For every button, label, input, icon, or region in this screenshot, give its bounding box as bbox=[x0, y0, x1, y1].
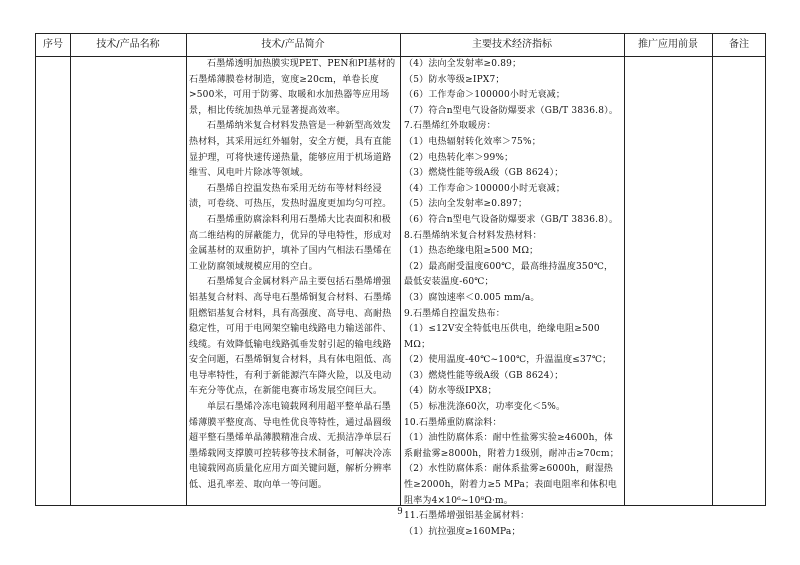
indicator-line: （1）热态绝缘电阻≥500 MΩ； bbox=[404, 246, 539, 257]
indicator-line: 7.石墨烯红外取暖房： bbox=[404, 121, 496, 132]
indicators-column bbox=[404, 57, 621, 537]
intro-paragraph: 石墨烯复合金属材料产品主要包括石墨烯增强铝基复合材料、高导电石墨烯铜复合材料、石墨烯阻燃铝基复合材料，具有高强度、高导电、高耐热稳定性，可用于电网架空输电线路电力输送部件、线缆。有效降低输电线路弧垂发射引起的输电线路安全问题，石墨烯铜复合材料，具有体电阻低、高电导率特性，有利于新能源汽车降火险，以及电动车充分等优点，在新能电赛市场发展空间巨大。 bbox=[189, 277, 392, 397]
intro-paragraph: 石墨烯重防腐涂料利用石墨烯大比表面积和极高二维结构的屏蔽能力，优异的导电特性，形成对金属基材的双重防护，填补了国内气相法石墨烯在工业防腐领域规模应用的空白。 bbox=[189, 214, 392, 272]
indicator-line: （3）燃烧性能等级A级（GB 8624）； bbox=[404, 370, 564, 381]
indicator-line: 9.石墨烯自控温发热布： bbox=[404, 308, 505, 319]
indicator-line: （6）工作寿命＞100000小时无衰减； bbox=[404, 90, 566, 101]
indicator-line: （2）最高耐受温度600℃，最高维持温度350℃，最低安装温度-60℃； bbox=[404, 261, 614, 288]
page-number: 9 bbox=[397, 506, 403, 517]
header-indicators: 主要技术经济指标 bbox=[472, 39, 552, 50]
indicator-line: （5）法向全发射率≥0.897； bbox=[404, 199, 528, 210]
divider bbox=[400, 34, 401, 505]
intro-column bbox=[189, 57, 397, 503]
intro-paragraph: 石墨烯透明加热膜实现PET、PEN和PI基材的石墨烯薄膜卷材制造，宽度≥20cm，单卷长度>500米，可用于防雾、取暖和水加热器等应用场景，相比传统加热单元显著提高效率。 bbox=[189, 59, 396, 116]
indicator-line: （5）标准洗涤60次，功率变化＜5%。 bbox=[404, 402, 566, 413]
indicator-line: （3）腐蚀速率＜0.005 mm/a。 bbox=[404, 292, 540, 303]
intro-paragraph: 石墨烯自控温发热布采用无纺布等材料经浸渍，可卷绕、可热压，发热时温度更加均匀可控。 bbox=[189, 183, 392, 210]
divider bbox=[186, 34, 187, 505]
header-name: 技术/产品名称 bbox=[96, 39, 160, 50]
indicator-line: （6）符合n型电气设备防爆要求（GB/T 3836.8）。 bbox=[404, 214, 619, 225]
divider bbox=[70, 34, 71, 505]
intro-paragraph: 石墨烯纳米复合材料发热管是一种新型高效发热材料，其采用远红外辐射，安全方便，具有直能显护理，可将快速传递热量，能够应用于机场道路维雪、风电叶片除冰等领域。 bbox=[189, 121, 392, 179]
indicator-line: （1）≤12V安全特低电压供电，绝缘电阻≥500 MΩ； bbox=[404, 324, 600, 350]
indicator-line: （4）工作寿命＞100000小时无衰减； bbox=[404, 183, 566, 194]
indicator-line: （1）抗拉强度≥160MPa； bbox=[404, 526, 521, 537]
main-table bbox=[35, 33, 766, 537]
divider bbox=[624, 34, 625, 505]
indicator-line: （3）燃烧性能等级A级（GB 8624）； bbox=[404, 168, 564, 179]
intro-paragraph: 单层石墨烯冷冻电镜载网利用超平整单晶石墨烯薄膜平整度高、导电性优良等特性，通过晶圆级超平整石墨烯单晶薄膜精准合成、无损洁净单层石墨烯载网支撑膜可控转移等技术制备，可解决冷冻电镜载网高质量化应用方面关键问题，解析分辨率低、退孔率差、取向单一等问题。 bbox=[189, 402, 392, 491]
indicator-line: （1）油性防腐体系：耐中性盐雾实验≥4600h，体系耐盐雾≥8000h，附着力1级别，耐冲击≥70cm； bbox=[404, 433, 619, 459]
header-no: 序号 bbox=[43, 39, 63, 50]
header-intro: 技术/产品简介 bbox=[261, 39, 325, 50]
indicator-line: （2）电热转化率＞99%； bbox=[404, 152, 514, 163]
header-remarks: 备注 bbox=[729, 39, 749, 50]
indicator-line: （4）法向全发射率≥0.89； bbox=[404, 59, 522, 69]
indicator-line: （2）使用温度-40℃~100℃，升温温度≤37℃； bbox=[404, 355, 612, 366]
divider bbox=[712, 34, 713, 505]
indicator-line: （2）水性防腐体系：耐体系盐雾≥6000h，耐湿热性≥2000h，附着力≥5 MPa；表面电阻率和体积电阻率为4×10⁶~10⁸Ω·m。 bbox=[404, 464, 618, 506]
indicator-line: （1）电热辐射转化效率＞75%； bbox=[404, 136, 541, 147]
indicator-line: （4）防水等级IPX8； bbox=[404, 386, 497, 397]
indicator-line: （5）防水等级≥IPX7； bbox=[404, 74, 505, 85]
indicator-line: （7）符合n型电气设备防爆要求（GB/T 3836.8）。 bbox=[404, 105, 619, 116]
indicator-line: 8.石墨烯纳米复合材料发热材料： bbox=[404, 230, 542, 241]
indicator-line: 11.石墨烯增强铝基金属材料： bbox=[404, 511, 530, 522]
indicator-line: 10.石墨烯重防腐涂料： bbox=[404, 417, 502, 428]
header-prospect: 推广应用前景 bbox=[638, 39, 698, 50]
